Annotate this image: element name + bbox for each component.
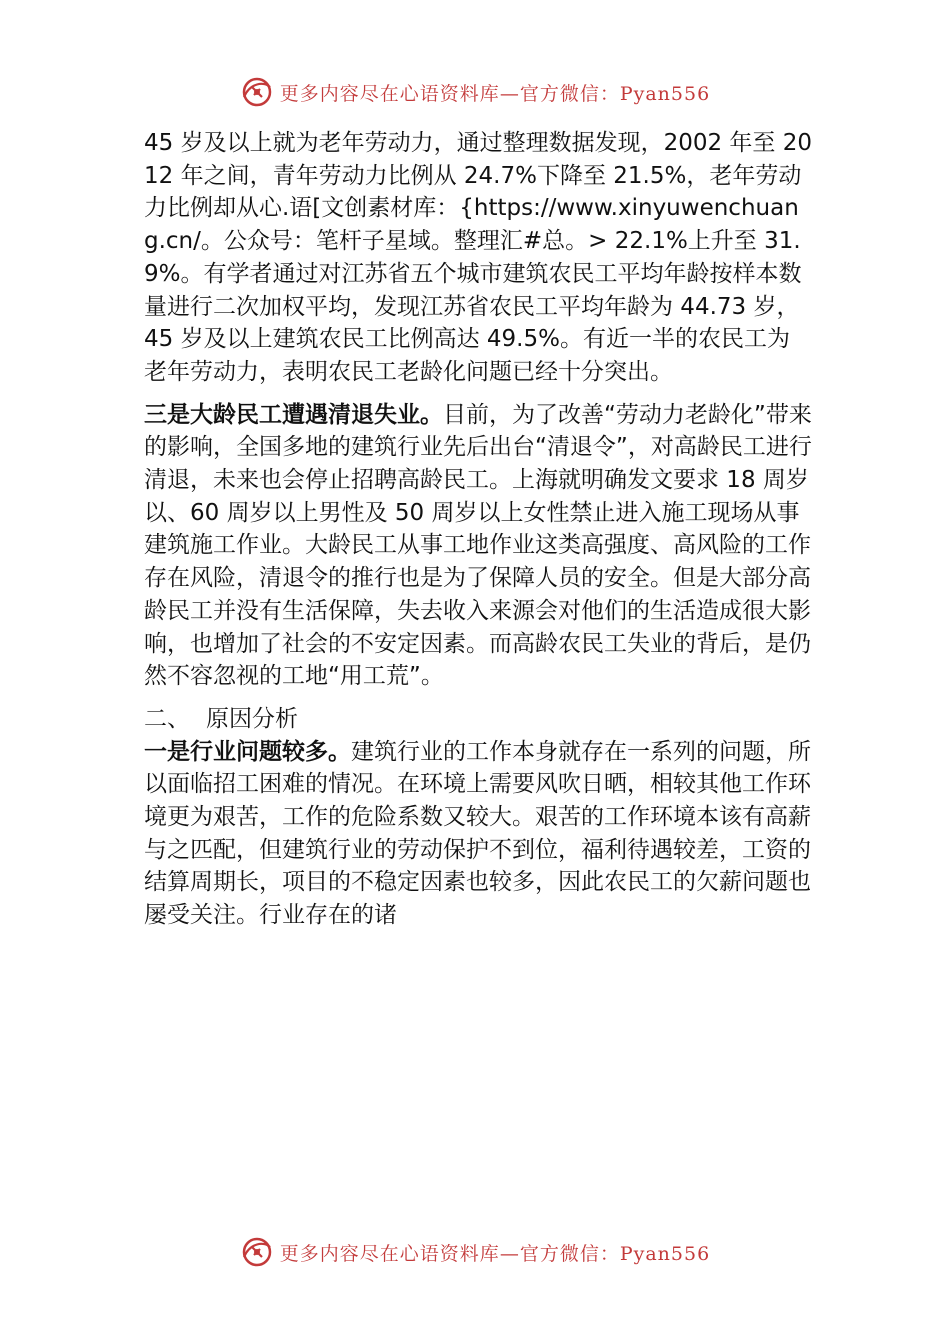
paragraph-industry-problems — [144, 736, 812, 932]
library-logo-icon — [240, 75, 274, 109]
banner-title: 更多内容尽在心语资料库 — [279, 82, 500, 105]
paragraph-dismissal — [144, 399, 812, 693]
banner-wechat-id: Pyan556 — [619, 82, 711, 105]
document-body — [144, 127, 812, 942]
paragraph-dismissal-text: 目前，为了改善“劳动力老龄化”带来的影响，全国多地的建筑行业先后出台“清退令”，对高龄民工进行清退，未来也会停止招聘高龄民工。上海就明确发文要求 18 周岁以、60 周岁以上男性及 50 周岁以上女性禁止进入施工现场从事建筑施工作业。大龄民工从事工地作业这类高强度、高风险的工作存在风险，清退令的推行也是为了保障人员的安全。但是大部分高龄民工并没有生活保障，失去收入来源会对他们的生活造成很大影响，也增加了社会的不安定因素。而高龄农民工失业的背后，是仍然不容忽视的工地“用工荒”。 — [144, 401, 812, 690]
banner-wechat-id: Pyan556 — [619, 1242, 711, 1265]
banner-wechat-label: 官方微信： — [519, 1242, 620, 1265]
footer-banner — [0, 1232, 950, 1272]
banner-text — [280, 79, 710, 106]
banner-dash: — — [499, 1242, 520, 1265]
section-heading-text: 原因分析 — [206, 705, 298, 732]
section-heading-causes — [144, 703, 812, 736]
header-banner — [0, 72, 950, 112]
banner-wechat-label: 官方微信： — [519, 82, 620, 105]
paragraph-industry-lead: 一是行业问题较多。 — [144, 738, 351, 765]
banner-dash: — — [499, 82, 520, 105]
paragraph-aging-data: 45 岁及以上就为老年劳动力，通过整理数据发现，2002 年至 2012 年之间，青年劳动力比例从 24.7%下降至 21.5%，老年劳动力比例却从心.语[文创素材库：{https://www.xinyuwenchuang.cn/。公众号：笔杆子星域。整理汇#总。> 22.1%上升至 31.9%。有学者通过对江苏省五个城市建筑农民工平均年龄按样本数量进行二次加权平均，发现江苏省农民工平均年龄为 44.73 岁，45 岁及以上建筑农民工比例高达 49.5%。有近一半的农民工为老年劳动力，表明农民工老龄化问题已经十分突出。 — [144, 130, 812, 385]
library-logo-icon — [240, 1235, 274, 1269]
banner-title: 更多内容尽在心语资料库 — [279, 1242, 500, 1265]
paragraph-industry-text: 建筑行业的工作本身就存在一系列的问题，所以面临招工困难的情况。在环境上需要风吹日晒，相较其他工作环境更为艰苦，工作的危险系数又较大。艰苦的工作环境本该有高薪与之匹配，但建筑行业的劳动保护不到位，福利待遇较差，工资的结算周期长，项目的不稳定因素也较多，因此农民工的欠薪问题也屡受关注。行业存在的诸 — [144, 738, 811, 929]
banner-text — [280, 1239, 710, 1266]
section-heading-number: 二、 — [144, 705, 190, 732]
paragraph-dismissal-lead: 三是大龄民工遭遇清退失业。 — [144, 401, 443, 428]
